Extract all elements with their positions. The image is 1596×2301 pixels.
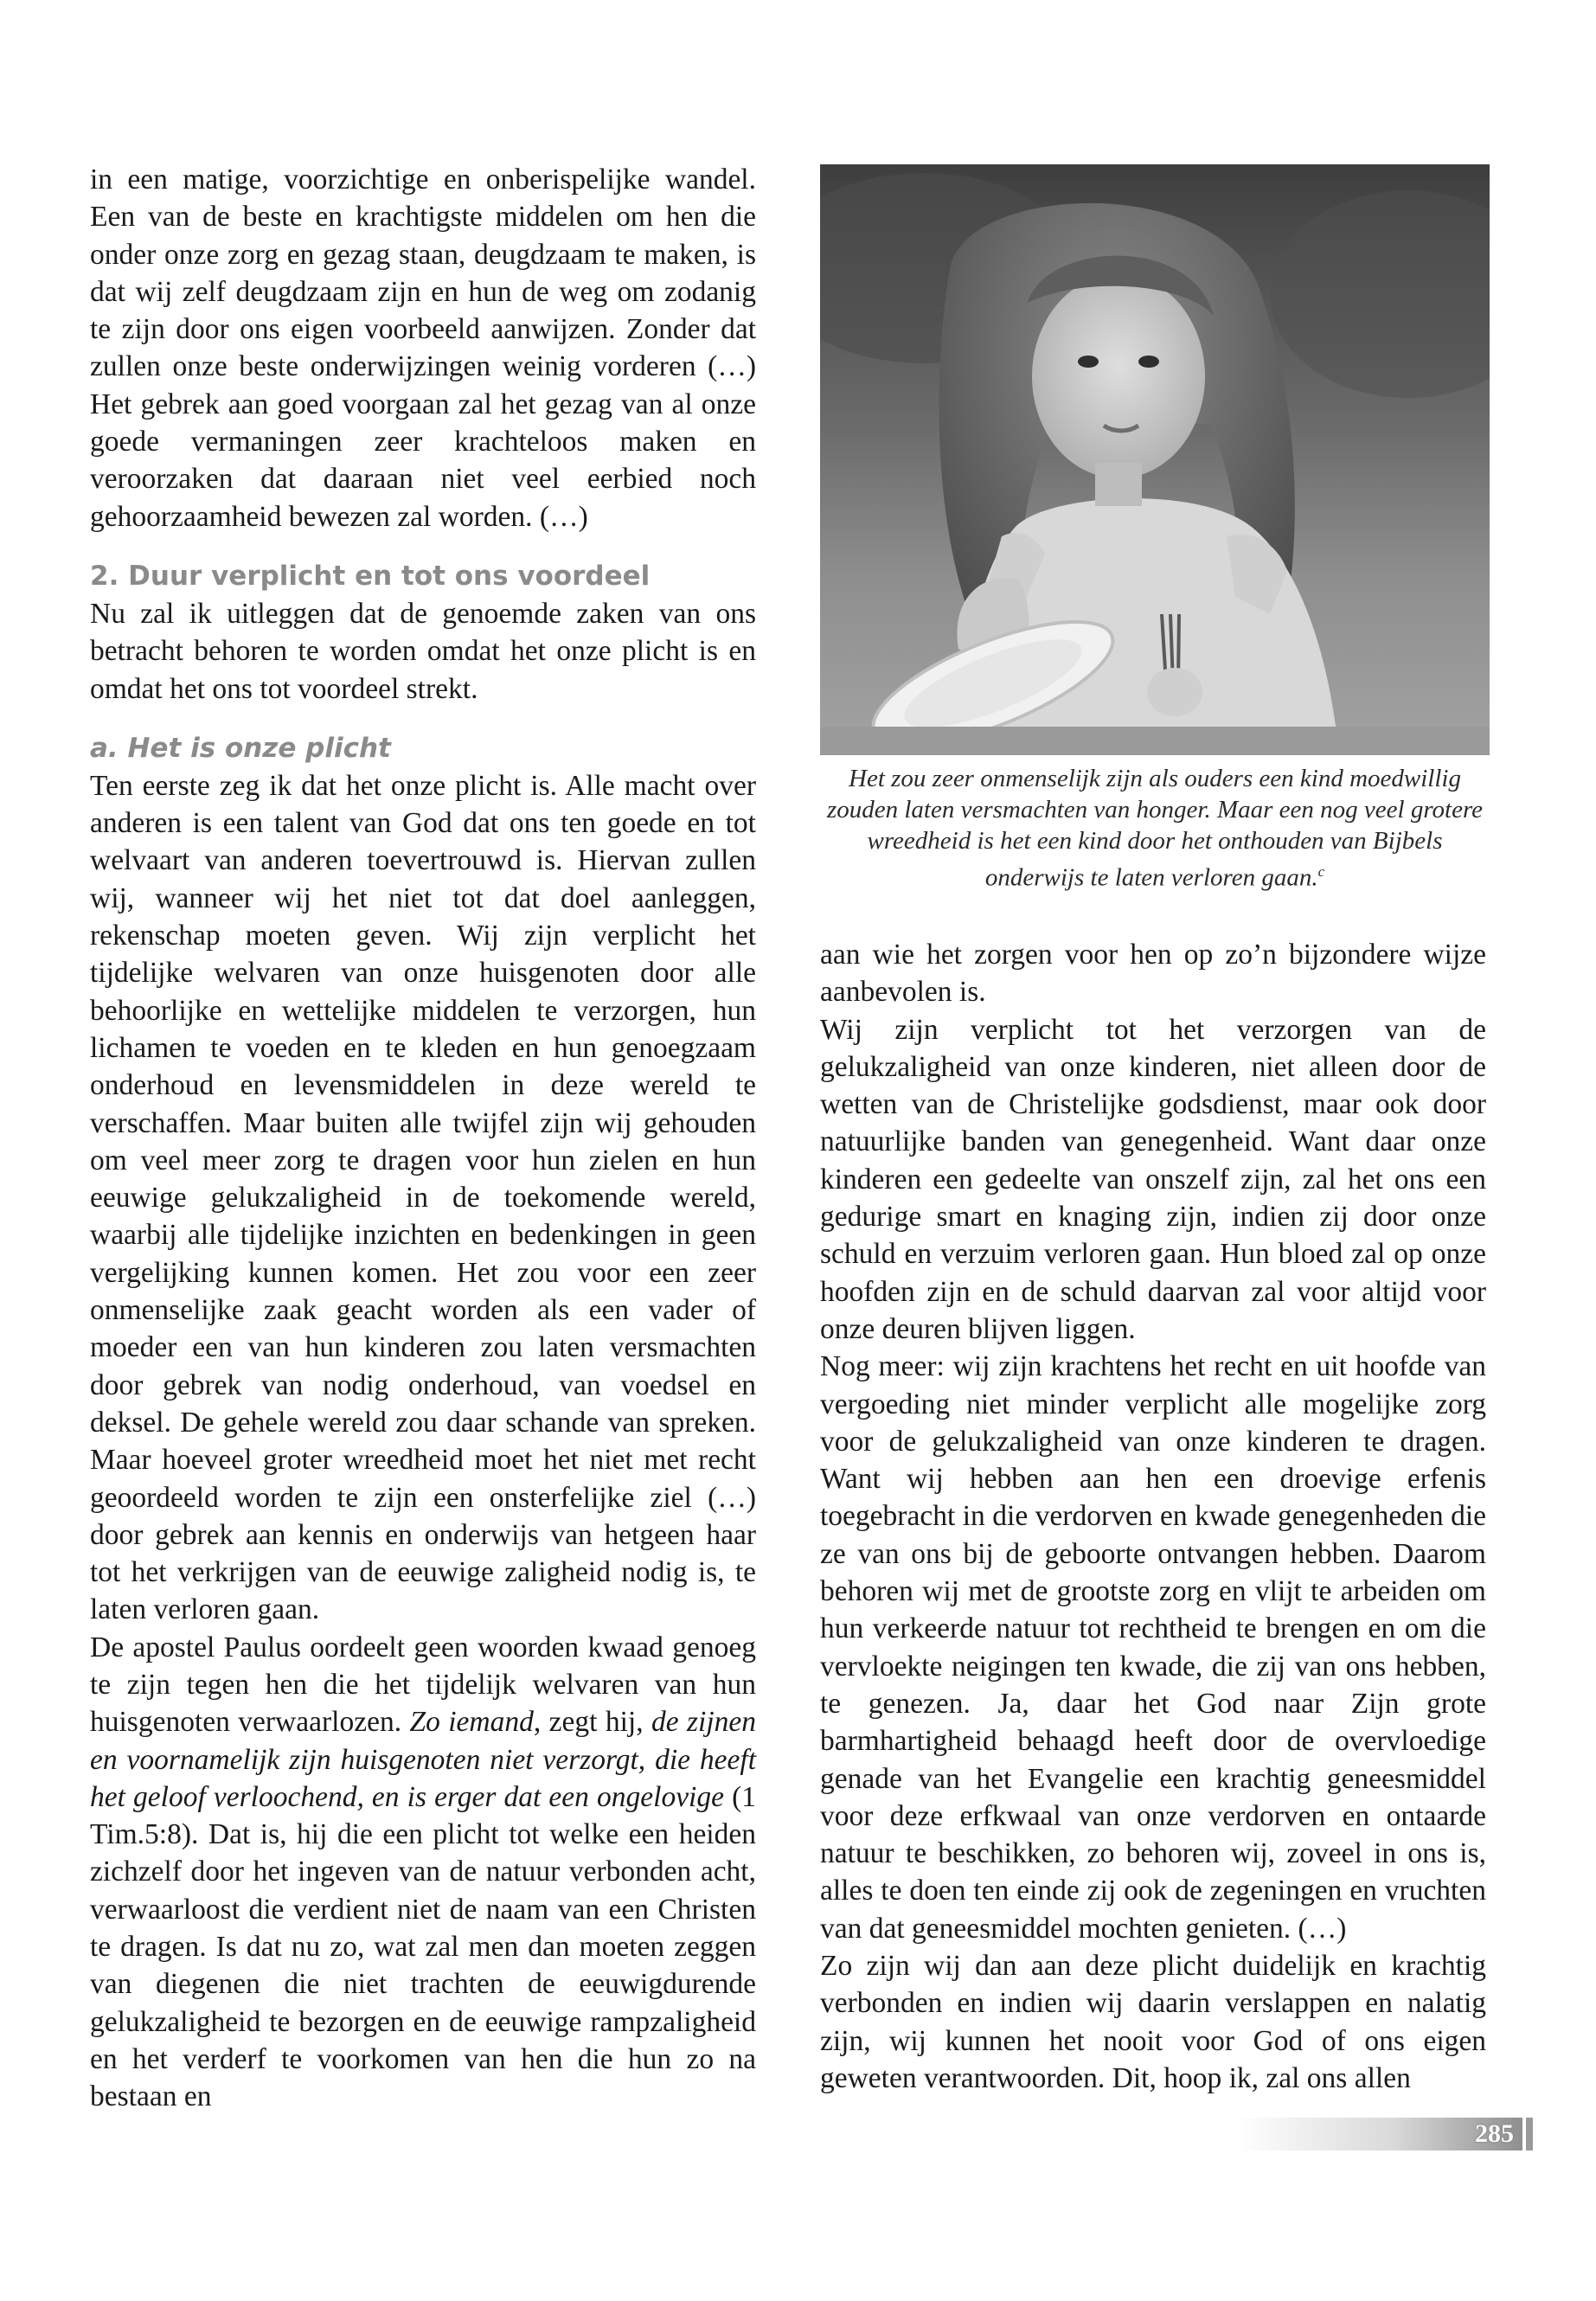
paragraph-with-quote [90,1629,756,2116]
girl-with-plate-photo [820,164,1490,755]
footnote-marker: c [1317,863,1325,880]
paragraph: aan wie het zorgen voor hen op zo’n bijzondere wijze aanbevolen is. [820,939,1486,1009]
text-run: De apostel Paulus oordeelt geen woorden kwaad genoeg te zijn tegen hen die het tijdelijk welvaren van hun huisgenoten verwaarlozen. [90,1631,756,1739]
photo-illustration [820,164,1490,755]
italic-run: Zo iemand [409,1706,534,1739]
caption-text [820,763,1490,894]
right-column [820,936,1486,2097]
subsection-heading: a. Het is onze plicht [90,732,391,764]
footer-tick [1526,2118,1533,2150]
scripture-quote: de zijnen en voornamelijk zijn huisgenoten niet verzorgt, die heeft het geloof verloochend, en is erger dat een ongelovige [90,1706,757,1813]
page-number: 285 [1475,2119,1514,2148]
paragraph: Nu zal ik uitleggen dat de genoemde zaken van ons betracht behoren te worden omdat het onze plicht is en omdat het ons tot voordeel strekt. [90,597,756,705]
paragraph: Ten eerste zeg ik dat het onze plicht is. Alle macht over anderen is een talent van God dat ons ten goede en tot welvaart van anderen toevertrouwd is. Hiervan zullen wij, wanneer wij het niet tot dat doel aanleggen, rekenschap moeten geven. Wij zijn verplicht het tijdelijke welvaren van onze huisgenoten door alle behoorlijke en wettelijke middelen te verzorgen, hun lichamen te voeden en te kleden en hun genoegzaam onderhoud en levensmiddelen in deze wereld te verschaffen. Maar buiten alle twijfel zijn wij gehouden om veel meer zorg te dragen voor hun zielen en hun eeuwige gelukzaligheid in de toekomende wereld, waarbij alle tijdelijke inzichten en bedenkingen in geen vergelijking kunnen komen. Het zou voor een zeer onmenselijke zaak geacht worden als een vader of moeder een van hun kinderen zou laten versmachten door gebrek van nodig onderhoud, van voedsel en deksel. De gehele wereld zou daar schande van spreken. Maar hoeveel groter wreedheid moet het niet met recht geoordeeld worden te zijn een onsterfelijke ziel (…) door gebrek aan kennis en onderwijs van hetgeen haar tot het verkrijgen van de eeuwige zaligheid nodig is, te laten verloren gaan. [90,769,756,1626]
paragraph: in een matige, voorzichtige en onberispelijke wandel. Een van de beste en krachtigste middelen om hen die onder onze zorg en gezag staan, deugdzaam te maken, is dat wij zelf deugdzaam zijn en hun de weg om zodanig te zijn door ons eigen voorbeeld aanwijzen. Zonder dat zullen onze beste onderwijzingen weinig vorderen (…) Het gebrek aan goed voorgaan zal het gezag van al onze goede vermaningen zeer krachteloos maken en veroorzaken dat daaraan niet veel eerbied noch gehoorzaamheid bewezen zal worden. (…) [90,163,756,533]
text-run: , zegt hij, [533,1706,651,1739]
caption-body: Het zou zeer onmenselijk zijn als ouders een kind moedwillig zouden laten versmachten van honger. Maar een nog veel grotere wreedheid is het een kind door het onthouden van Bijbels onderwijs te laten verloren gaan. [826,765,1484,892]
paragraph: Nog meer: wij zijn krachtens het recht en uit hoofde van vergoeding niet minder verplicht alle mogelijke zorg voor de gelukzaligheid van onze kinderen te dragen. Want wij hebben aan hen een droevige erfenis toegebracht in die verdorven en kwade genegenheden die ze van ons bij de geboorte ontvangen hebben. Daarom behoren wij met de grootste zorg en vlijt te arbeiden om hun verkeerde natuur tot rechtheid te brengen en om die vervloekte neigingen ten kwade, die zij van ons hebben, te genezen. Ja, daar het God naar Zijn grote barmhartigheid behaagd heeft door de overvloedige genade van het Evangelie een krachtig geneesmiddel voor deze erfkwaal van onze verdorven en ontaarde natuur te beschikken, zo behoren wij, zoveel in ons is, alles te doen ten einde zij ook de zegeningen en vruchten van dat geneesmiddel mochten genieten. (…) [820,1350,1486,1945]
photo-caption [820,763,1490,894]
section-heading: 2. Duur verplicht en tot ons voordeel [90,560,651,592]
text-run: (1 Tim.5:8). Dat is, hij die een plicht tot welke een heiden zichzelf door het ingeven van de natuur verbonden acht, verwaarloost die verdient niet de naam van een Christen te dragen. Is dat nu zo, wat zal men dan moeten zeggen van diegenen die niet trachten de eeuwigdurende gelukzaligheid te bezorgen en de eeuwige rampzaligheid en het verderf te voorkomen van hen die hun zo na bestaan en [90,1780,757,2113]
paragraph: Zo zijn wij dan aan deze plicht duidelijk en krachtig verbonden en indien wij daarin verslappen en nalatig zijn, wij kunnen het nooit voor God of ons eigen geweten verantwoorden. Dit, hoop ik, zal ons allen [820,1950,1486,2094]
paragraph: Wij zijn verplicht tot het verzorgen van de gelukzaligheid van onze kinderen, niet alleen door de wetten van de Christelijke godsdienst, maar ook door natuurlijke banden van genegenheid. Want daar onze kinderen een gedeelte van onszelf zijn, zal het ons een gedurige smart en knaging zijn, indien zij door onze schuld en verzuim verloren gaan. Hun bloed zal op onze hoofden zijn en de schuld daarvan zal voor altijd voor onze deuren blijven liggen. [820,1013,1486,1345]
left-column [90,161,756,2116]
